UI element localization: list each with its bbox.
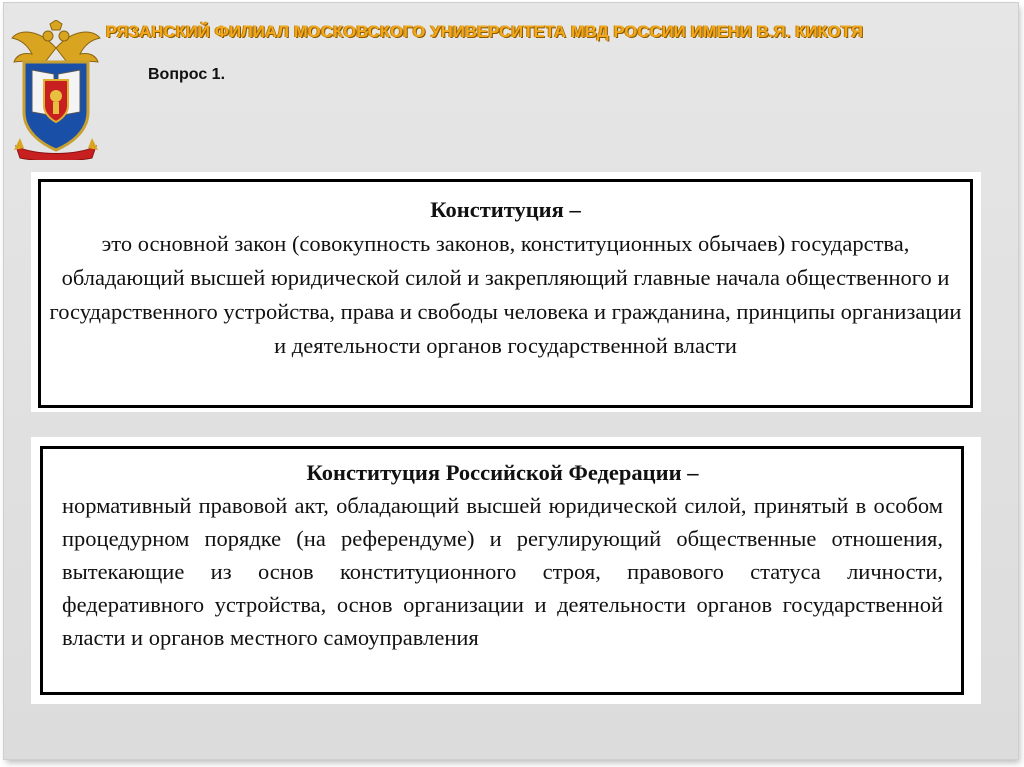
definition-text: нормативный правовой акт, обладающий высшей юридической силой, принятый в особом процедурном порядке (на референдуме) и регулирующий общественные отношения, вытекающие из основ конституционного строя, правового статуса личности, федеративного устройства, основ организации и деятельности органов государственной власти и органов местного самоуправления [62, 493, 943, 650]
definition-heading [62, 456, 943, 489]
definition-term: Конституция [430, 197, 564, 222]
university-emblem-icon [10, 20, 102, 160]
definition-heading [41, 193, 970, 227]
question-label: Вопрос 1. [148, 66, 226, 83]
definition-text: это основной закон (совокупность законов, конституционных обычаев) государства, обладающий высшей юридической силой и закрепляющий главные начала общественного и государственного устройства, права и свободы человека и гражданина, принципы организации и деятельности органов государственной власти [49, 231, 962, 358]
header-title: РЯЗАНСКИЙ ФИЛИАЛ МОСКОВСКОГО УНИВЕРСИТЕТА МВД РОССИИ ИМЕНИ В.Я. КИКОТЯ [106, 23, 864, 41]
definition-dash: – [563, 197, 581, 222]
definition-term: Конституция Российской Федерации [306, 460, 682, 485]
definition-dash: – [681, 460, 699, 485]
definition-box-constitution [38, 179, 973, 408]
definition-box-rf-constitution [40, 446, 964, 695]
